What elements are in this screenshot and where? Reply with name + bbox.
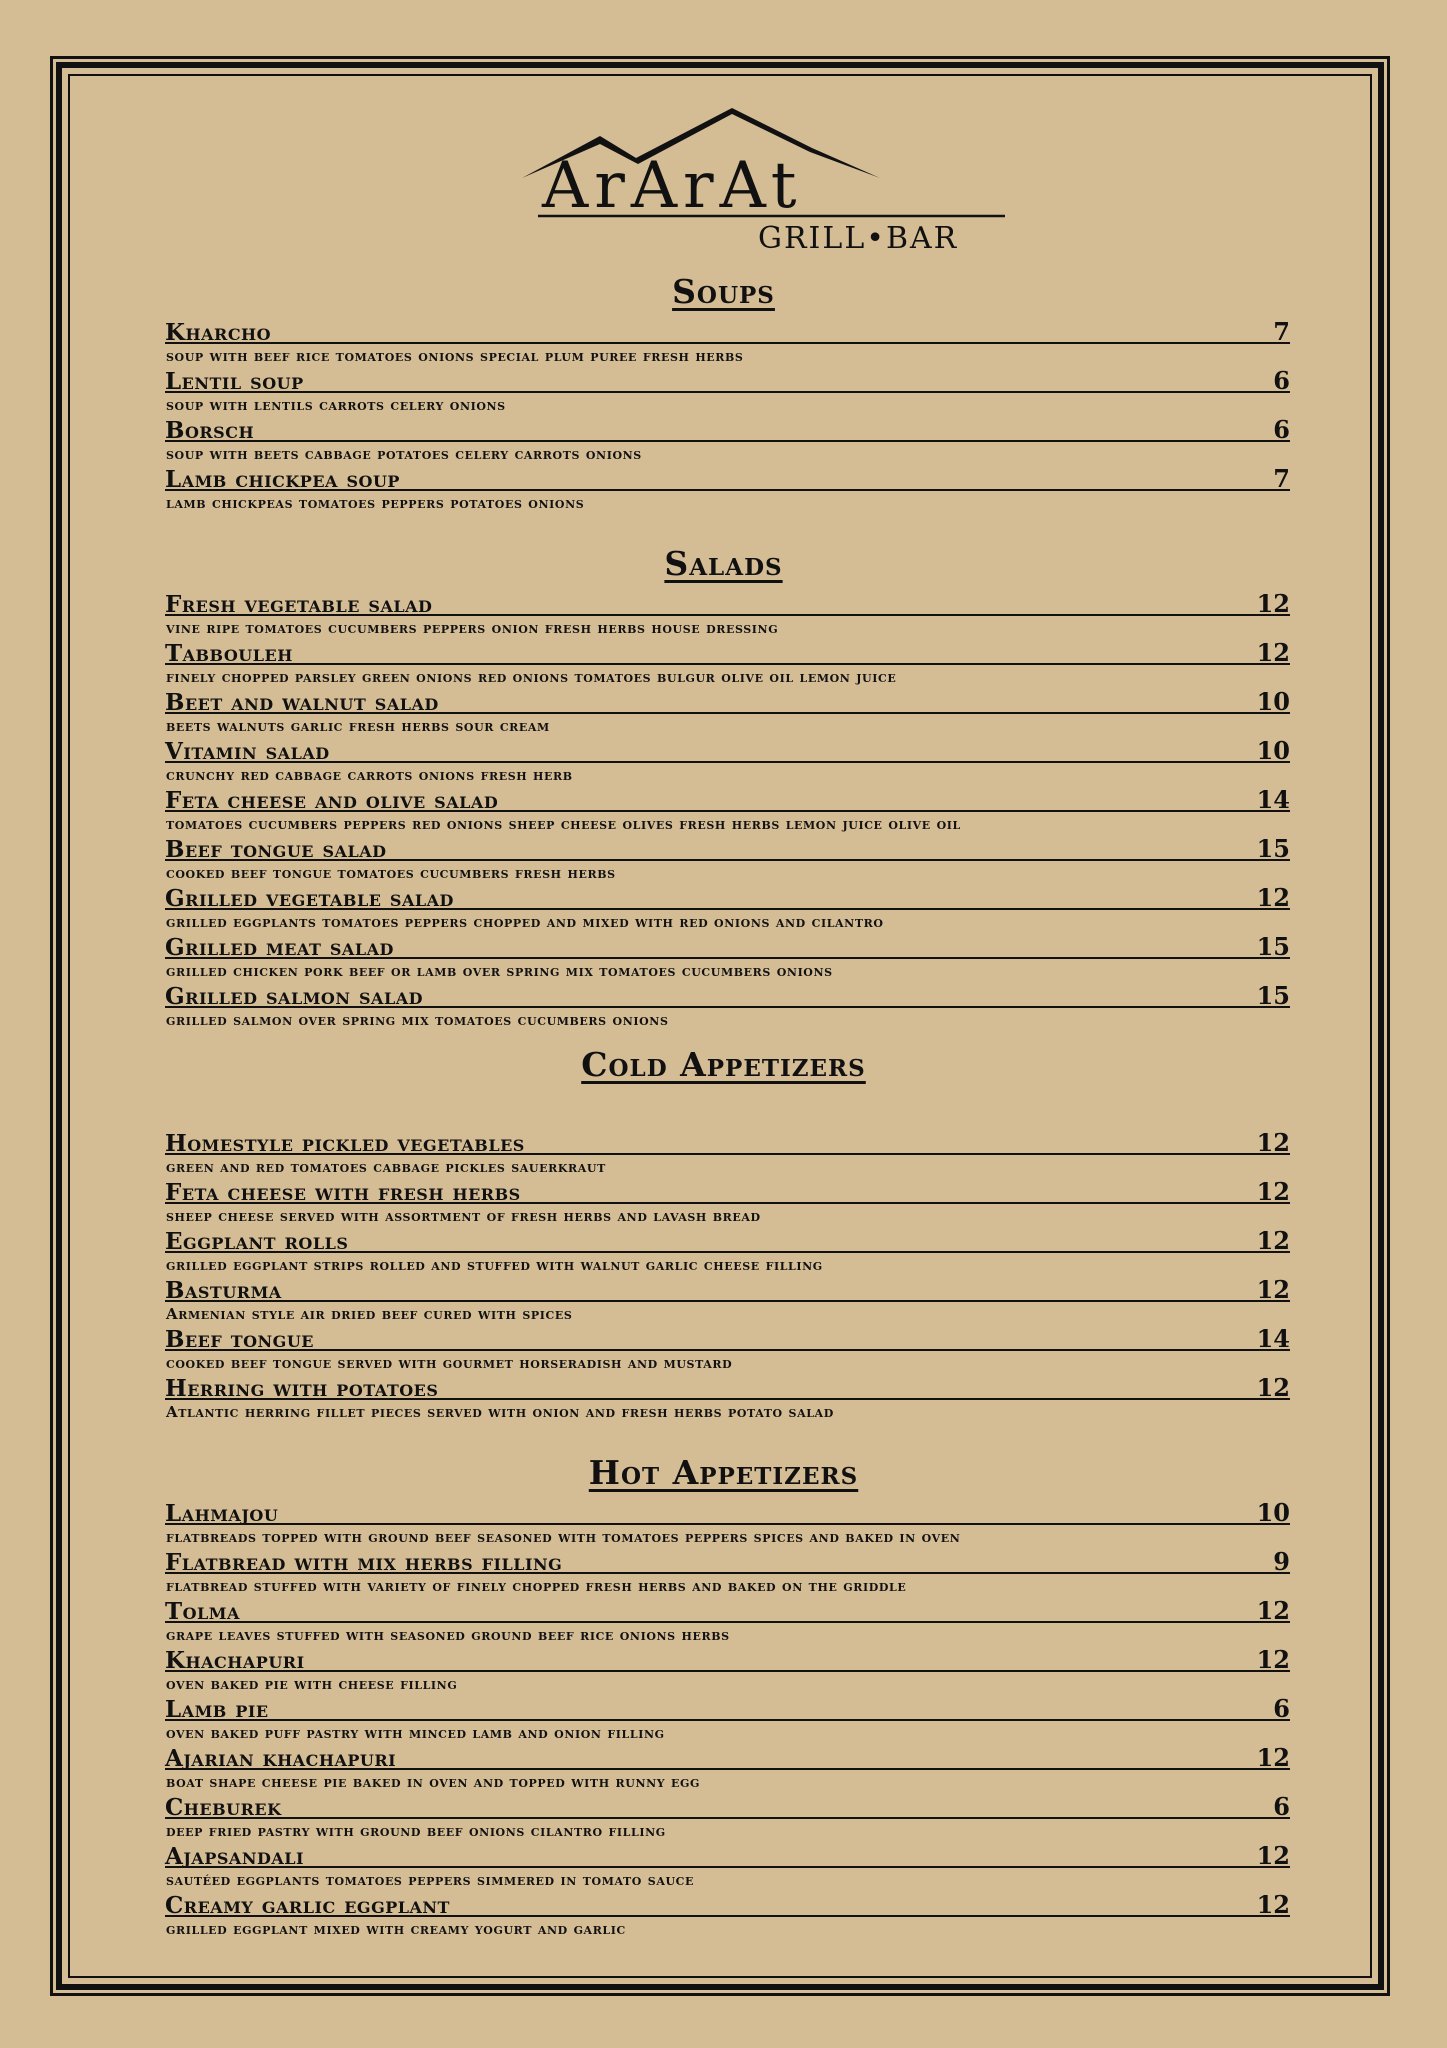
item-description: grilled salmon over spring mix tomatoes cucumbers onions bbox=[166, 1011, 669, 1029]
item-description: soup with beef rice tomatoes onions special plum puree fresh herbs bbox=[166, 347, 744, 365]
item-price: 12 bbox=[1256, 1596, 1290, 1625]
item-price: 12 bbox=[1256, 1841, 1290, 1870]
section-title-soups: Soups bbox=[672, 272, 775, 311]
menu-item bbox=[165, 931, 1290, 979]
menu-item bbox=[165, 463, 1290, 511]
item-name: Fresh vegetable salad bbox=[165, 591, 433, 618]
item-name: Homestyle pickled vegetables bbox=[165, 1130, 525, 1157]
item-name: Creamy garlic eggplant bbox=[165, 1892, 450, 1919]
item-price: 12 bbox=[1256, 1226, 1290, 1255]
menu-item bbox=[165, 1889, 1290, 1937]
menu-item bbox=[165, 1372, 1290, 1420]
item-description: grape leaves stuffed with seasoned ground beef rice onions herbs bbox=[166, 1626, 730, 1644]
item-price: 14 bbox=[1256, 1324, 1290, 1353]
menu-item bbox=[165, 365, 1290, 413]
item-description: vine ripe tomatoes cucumbers peppers onion fresh herbs house dressing bbox=[166, 619, 779, 637]
item-price: 6 bbox=[1273, 1694, 1290, 1723]
item-description: grilled eggplant strips rolled and stuffed with walnut garlic cheese filling bbox=[166, 1256, 823, 1274]
item-name: Grilled meat salad bbox=[165, 934, 394, 961]
menu-item bbox=[165, 1742, 1290, 1790]
menu-item bbox=[165, 735, 1290, 783]
menu-item bbox=[165, 637, 1290, 685]
item-description: oven baked pie with cheese filling bbox=[166, 1675, 458, 1693]
item-description: soup with beets cabbage potatoes celery carrots onions bbox=[166, 445, 642, 463]
menu-item bbox=[165, 1791, 1290, 1839]
item-name: Lentil soup bbox=[165, 368, 304, 395]
item-price: 10 bbox=[1256, 687, 1290, 716]
item-name: Lamb pie bbox=[165, 1696, 269, 1723]
item-price: 12 bbox=[1256, 1645, 1290, 1674]
section-title-cold-appetizers: Cold Appetizers bbox=[581, 1045, 866, 1084]
item-description: oven baked puff pastry with minced lamb and onion filling bbox=[166, 1724, 665, 1742]
item-name: Beef tongue salad bbox=[165, 836, 387, 863]
menu-item bbox=[165, 1274, 1290, 1322]
item-price: 12 bbox=[1256, 589, 1290, 618]
menu-item bbox=[165, 316, 1290, 364]
item-name: Cheburek bbox=[165, 1794, 282, 1821]
section-title-hot-appetizers: Hot Appetizers bbox=[588, 1453, 859, 1492]
item-price: 14 bbox=[1256, 785, 1290, 814]
item-description: lamb chickpeas tomatoes peppers potatoes onions bbox=[166, 494, 585, 512]
item-price: 6 bbox=[1273, 366, 1290, 395]
menu-item bbox=[165, 588, 1290, 636]
item-price: 7 bbox=[1273, 464, 1290, 493]
item-description: cooked beef tongue served with gourmet horseradish and mustard bbox=[166, 1354, 733, 1372]
item-description: grilled eggplants tomatoes peppers chopped and mixed with red onions and cilantro bbox=[166, 913, 884, 931]
item-description: grilled chicken pork beef or lamb over spring mix tomatoes cucumbers onions bbox=[166, 962, 833, 980]
item-name: Flatbread with mix herbs filling bbox=[165, 1549, 563, 1576]
item-name: Herring with potatoes bbox=[165, 1375, 439, 1402]
item-name: Feta cheese with fresh herbs bbox=[165, 1179, 521, 1206]
item-description: tomatoes cucumbers peppers red onions sheep cheese olives fresh herbs lemon juice olive oil bbox=[166, 815, 961, 833]
item-description: soup with lentils carrots celery onions bbox=[166, 396, 506, 414]
item-description: Atlantic herring fillet pieces served with onion and fresh herbs potato salad bbox=[166, 1403, 834, 1421]
item-price: 12 bbox=[1256, 1177, 1290, 1206]
item-price: 6 bbox=[1273, 1792, 1290, 1821]
item-description: beets walnuts garlic fresh herbs sour cream bbox=[166, 717, 550, 735]
item-description: flatbreads topped with ground beef seasoned with tomatoes peppers spices and baked in oven bbox=[166, 1528, 961, 1546]
menu-item bbox=[165, 414, 1290, 462]
item-description: sheep cheese served with assortment of fresh herbs and lavash bread bbox=[166, 1207, 761, 1225]
menu-item bbox=[165, 1644, 1290, 1692]
menu-item bbox=[165, 980, 1290, 1028]
item-name: Beet and walnut salad bbox=[165, 689, 439, 716]
item-price: 12 bbox=[1256, 638, 1290, 667]
item-name: Vitamin salad bbox=[165, 738, 330, 765]
logo bbox=[520, 100, 1010, 260]
item-price: 6 bbox=[1273, 415, 1290, 444]
menu-item bbox=[165, 1595, 1290, 1643]
item-description: sautéed eggplants tomatoes peppers simmered in tomato sauce bbox=[166, 1871, 695, 1889]
logo-subtitle: GRILL•BAR bbox=[758, 221, 959, 256]
item-description: boat shape cheese pie baked in oven and topped with runny egg bbox=[166, 1773, 701, 1791]
menu-item bbox=[165, 1323, 1290, 1371]
item-name: Eggplant rolls bbox=[165, 1228, 349, 1255]
item-description: deep fried pastry with ground beef onions cilantro filling bbox=[166, 1822, 666, 1840]
item-name: Ajarian khachapuri bbox=[165, 1745, 397, 1772]
menu-item bbox=[165, 1497, 1290, 1545]
item-name: Lahmajou bbox=[165, 1500, 279, 1527]
item-price: 12 bbox=[1256, 1128, 1290, 1157]
menu-item bbox=[165, 1546, 1290, 1594]
item-price: 15 bbox=[1256, 932, 1290, 961]
item-name: Tabbouleh bbox=[165, 640, 293, 667]
item-price: 10 bbox=[1256, 1498, 1290, 1527]
menu-item bbox=[165, 833, 1290, 881]
item-price: 12 bbox=[1256, 1275, 1290, 1304]
item-price: 15 bbox=[1256, 981, 1290, 1010]
item-name: Grilled salmon salad bbox=[165, 983, 424, 1010]
menu-item bbox=[165, 784, 1290, 832]
item-name: Kharcho bbox=[165, 319, 272, 346]
item-name: Borsch bbox=[165, 417, 255, 444]
item-name: Feta cheese and olive salad bbox=[165, 787, 499, 814]
item-price: 12 bbox=[1256, 1373, 1290, 1402]
item-name: Grilled vegetable salad bbox=[165, 885, 454, 912]
item-name: Ajapsandali bbox=[165, 1843, 304, 1870]
menu-item bbox=[165, 1176, 1290, 1224]
item-price: 12 bbox=[1256, 1743, 1290, 1772]
item-name: Lamb chickpea soup bbox=[165, 466, 400, 493]
section-title-salads: Salads bbox=[664, 544, 783, 583]
item-description: flatbread stuffed with variety of finely chopped fresh herbs and baked on the griddle bbox=[166, 1577, 907, 1595]
item-price: 15 bbox=[1256, 834, 1290, 863]
menu-item bbox=[165, 686, 1290, 734]
item-price: 12 bbox=[1256, 1890, 1290, 1919]
menu-item bbox=[165, 1225, 1290, 1273]
item-price: 10 bbox=[1256, 736, 1290, 765]
item-price: 12 bbox=[1256, 883, 1290, 912]
item-description: finely chopped parsley green onions red onions tomatoes bulgur olive oil lemon juice bbox=[166, 668, 897, 686]
menu-item bbox=[165, 882, 1290, 930]
item-name: Khachapuri bbox=[165, 1647, 305, 1674]
item-name: Basturma bbox=[165, 1277, 282, 1304]
item-price: 7 bbox=[1273, 317, 1290, 346]
item-price: 9 bbox=[1273, 1547, 1290, 1576]
logo-wordmark: ArArAt bbox=[542, 149, 803, 223]
item-description: grilled eggplant mixed with creamy yogurt and garlic bbox=[166, 1920, 626, 1938]
item-description: green and red tomatoes cabbage pickles sauerkraut bbox=[166, 1158, 606, 1176]
item-description: cooked beef tongue tomatoes cucumbers fresh herbs bbox=[166, 864, 616, 882]
menu-item bbox=[165, 1840, 1290, 1888]
menu-item bbox=[165, 1127, 1290, 1175]
menu-item bbox=[165, 1693, 1290, 1741]
item-name: Tolma bbox=[165, 1598, 240, 1625]
item-name: Beef tongue bbox=[165, 1326, 314, 1353]
item-description: crunchy red cabbage carrots onions fresh herb bbox=[166, 766, 573, 784]
item-description: Armenian style air dried beef cured with spices bbox=[166, 1305, 573, 1323]
